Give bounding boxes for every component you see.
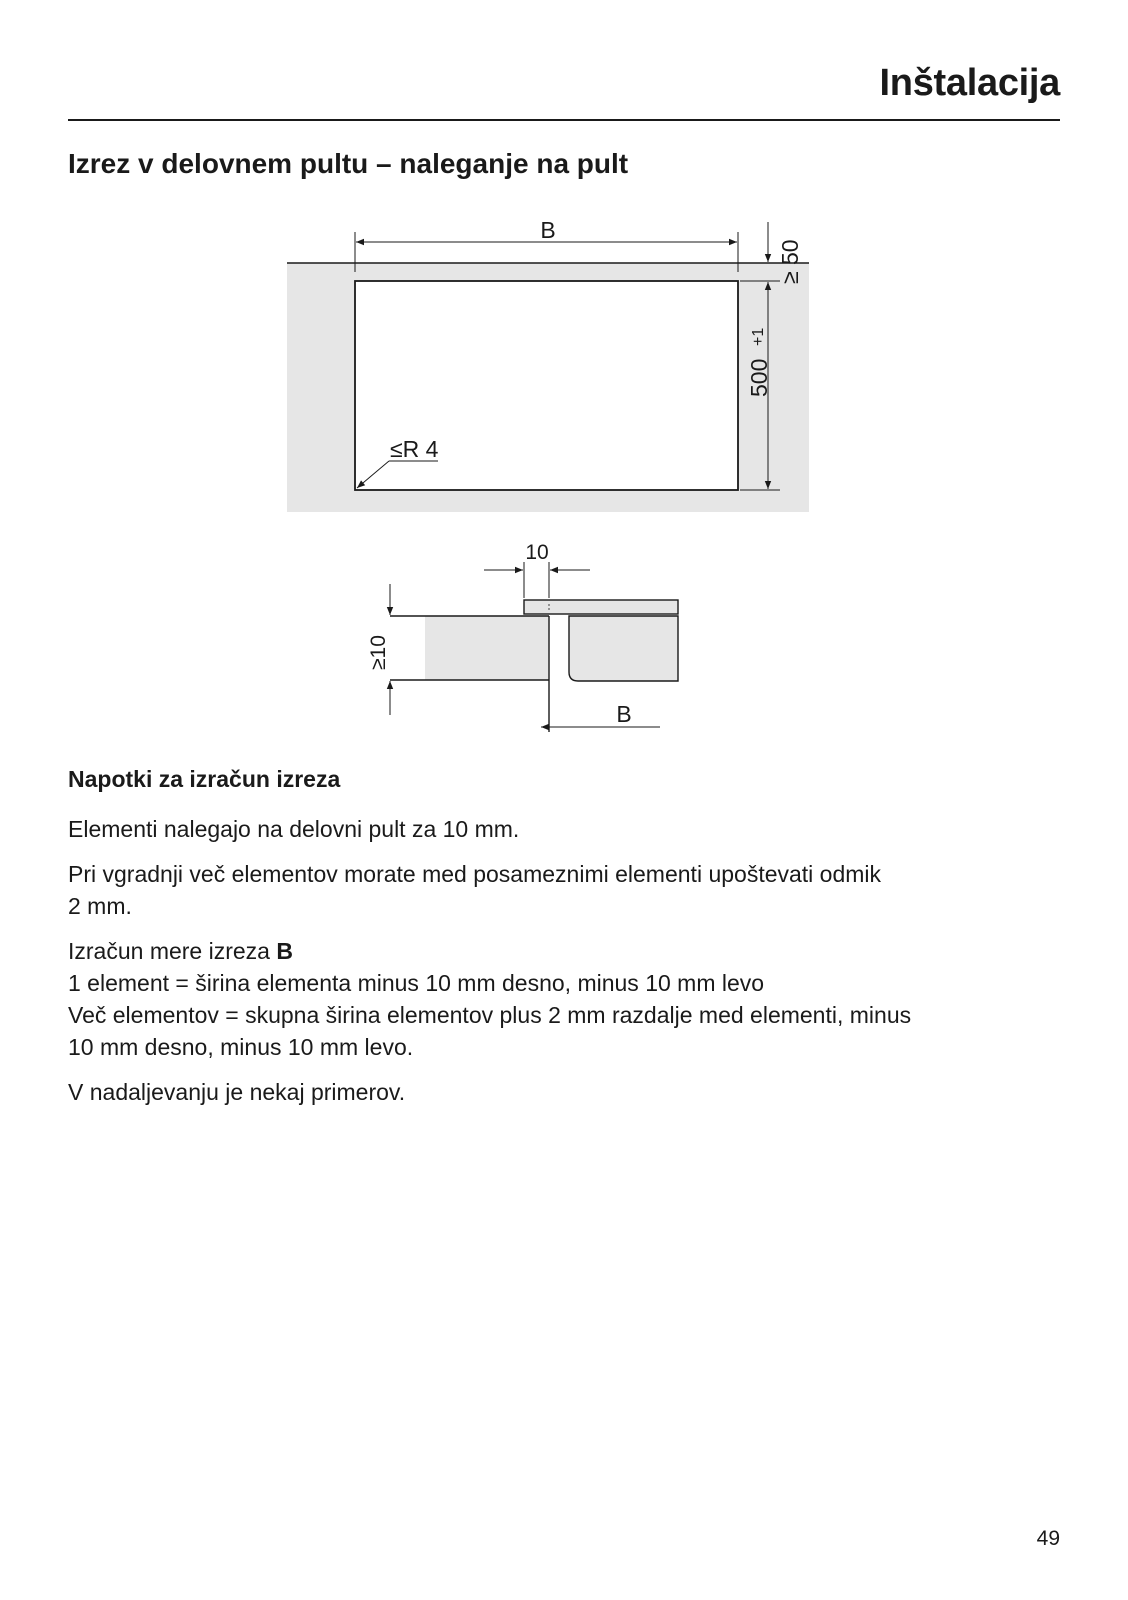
section-title: Izrez v delovnem pultu – naleganje na pult bbox=[68, 148, 629, 179]
overlap-label: 10 bbox=[525, 541, 549, 564]
notes-p3-line1 bbox=[68, 935, 1060, 967]
appliance-flange bbox=[524, 600, 678, 614]
notes-paragraph-3 bbox=[68, 935, 1060, 1063]
notes-paragraph-2 bbox=[68, 858, 1060, 922]
cutout-diagram bbox=[0, 0, 1128, 760]
page-number: 49 bbox=[1036, 1527, 1060, 1550]
thickness-label: ≥10 bbox=[367, 635, 390, 670]
appliance-body bbox=[569, 616, 678, 681]
notes-paragraph-1 bbox=[68, 813, 1060, 845]
top-view-diagram bbox=[287, 217, 809, 512]
margin-label: ≥ 50 bbox=[777, 239, 803, 284]
radius-label: ≤R 4 bbox=[390, 436, 439, 462]
notes-heading: Napotki za izračun izreza bbox=[68, 766, 341, 792]
notes-p3-line4: 10 mm desno, minus 10 mm levo. bbox=[68, 1034, 414, 1060]
side-section-diagram bbox=[367, 541, 678, 732]
notes-p2-line2: 2 mm. bbox=[68, 893, 132, 919]
notes-p2-line1: Pri vgradnji več elementov morate med posameznimi elementi upoštevati odmik bbox=[68, 861, 882, 887]
notes-p3-line2: 1 element = širina elementa minus 10 mm desno, minus 10 mm levo bbox=[68, 970, 765, 996]
notes-p4: V nadaljevanju je nekaj primerov. bbox=[68, 1079, 406, 1105]
worktop-section-left bbox=[425, 616, 549, 680]
notes-p1: Elementi nalegajo na delovni pult za 10 mm. bbox=[68, 816, 520, 842]
notes-p3-bold-b: B bbox=[276, 938, 293, 964]
depth-label: 500 bbox=[746, 358, 772, 397]
side-width-label: B bbox=[616, 701, 632, 727]
page-header-title: Inštalacija bbox=[879, 62, 1060, 104]
depth-tolerance-label: +1 bbox=[750, 327, 767, 346]
notes-p3-intro: Izračun mere izreza bbox=[68, 938, 277, 964]
notes-paragraph-4 bbox=[68, 1076, 1060, 1108]
notes-p3-line3: Več elementov = skupna širina elementov plus 2 mm razdalje med elementi, minus bbox=[68, 1002, 912, 1028]
width-label: B bbox=[540, 217, 556, 243]
